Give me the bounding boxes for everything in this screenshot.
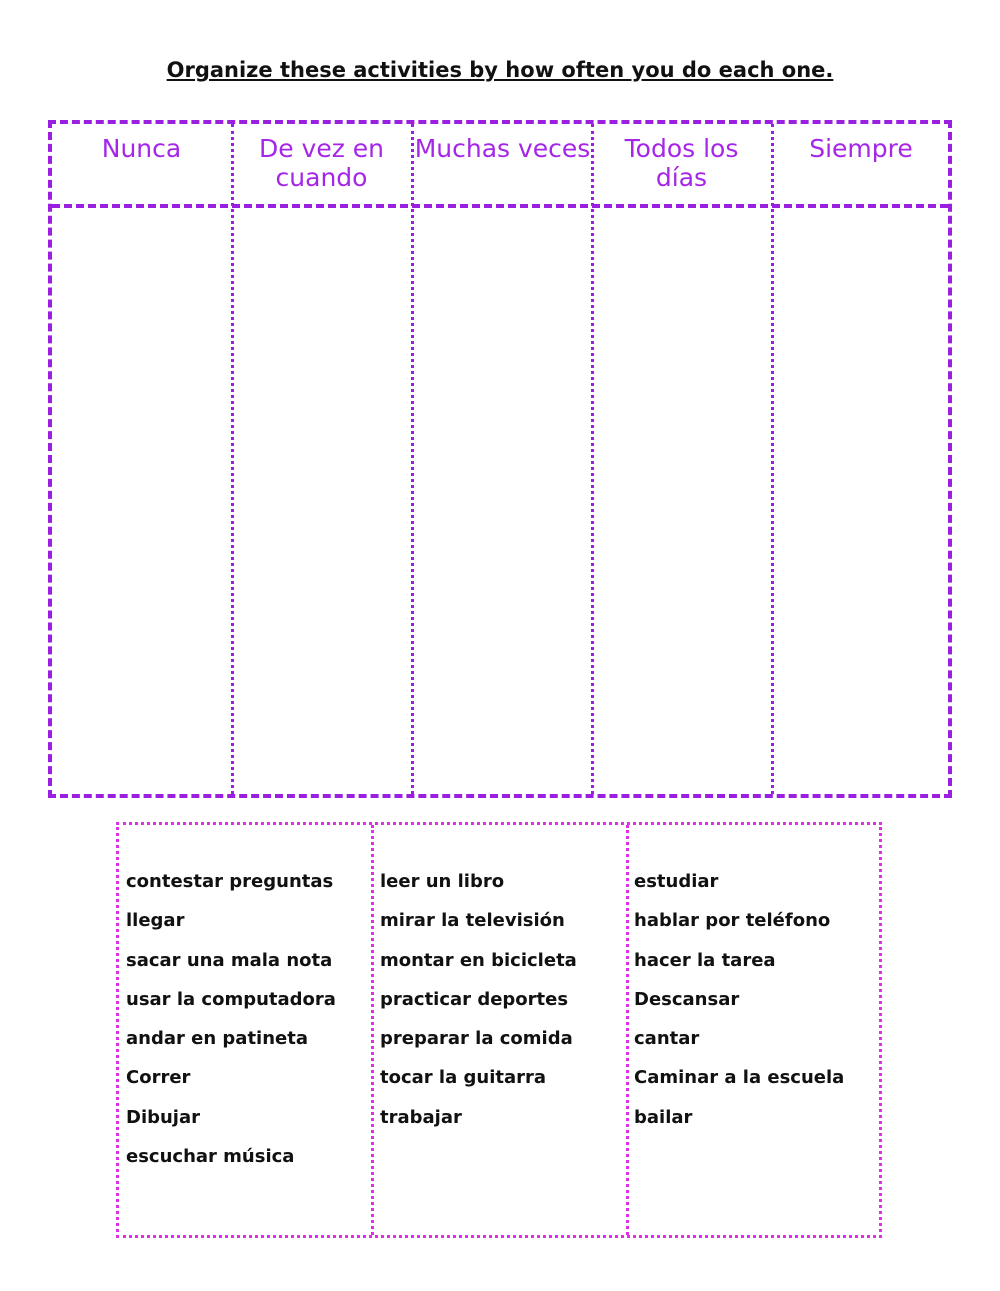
activity-item[interactable]: contestar preguntas	[126, 871, 334, 892]
sorting-table	[48, 120, 952, 798]
activity-item[interactable]: Correr	[126, 1067, 191, 1089]
word-bank-column-1	[126, 871, 336, 1185]
activity-item[interactable]: tocar la guitarra	[380, 1067, 547, 1089]
drop-zone-siempre[interactable]	[774, 124, 948, 794]
page-title: Organize these activities by how often you do each one.	[166, 58, 834, 82]
activity-item[interactable]: mirar la televisión	[380, 910, 565, 932]
activity-item[interactable]: Dibujar	[126, 1106, 201, 1128]
activity-item[interactable]: practicar deportes	[380, 988, 569, 1010]
activity-item[interactable]: leer un libro	[380, 871, 505, 892]
activity-item[interactable]: montar en bicicleta	[380, 949, 577, 971]
activity-item[interactable]: usar la computadora	[126, 988, 336, 1010]
drop-zone-muchas-veces[interactable]	[414, 124, 591, 794]
column-header-de-vez-en-cuando: De vez en cuando	[258, 134, 385, 192]
activity-item[interactable]: estudiar	[634, 871, 719, 892]
activity-item[interactable]: sacar una mala nota	[126, 949, 333, 971]
activity-item[interactable]: preparar la comida	[380, 1028, 573, 1050]
activity-item[interactable]: hablar por teléfono	[634, 910, 831, 932]
activity-item[interactable]: trabajar	[380, 1106, 462, 1128]
word-bank-column-2	[380, 871, 577, 1146]
column-header-siempre: Siempre	[809, 134, 913, 163]
activity-item[interactable]: llegar	[126, 910, 185, 932]
word-bank-divider	[371, 825, 374, 1235]
word-bank-column-3	[634, 871, 844, 1146]
activity-item[interactable]: cantar	[634, 1028, 700, 1050]
activity-item[interactable]: escuchar música	[126, 1146, 295, 1168]
activity-item[interactable]: Descansar	[634, 988, 740, 1010]
column-header-muchas-veces: Muchas veces	[414, 134, 591, 163]
activity-item[interactable]: hacer la tarea	[634, 949, 776, 971]
activity-item[interactable]: Caminar a la escuela	[634, 1067, 845, 1089]
word-bank-divider	[626, 825, 629, 1235]
activity-item[interactable]: andar en patineta	[126, 1028, 309, 1050]
drop-zone-todos-los-dias[interactable]	[594, 124, 771, 794]
word-bank	[116, 822, 882, 1238]
column-header-todos-los-dias: Todos los días	[624, 134, 739, 192]
column-header-nunca: Nunca	[101, 134, 182, 163]
drop-zone-de-vez-en-cuando[interactable]	[234, 124, 411, 794]
drop-zone-nunca[interactable]	[52, 124, 231, 794]
activity-item[interactable]: bailar	[634, 1106, 693, 1128]
